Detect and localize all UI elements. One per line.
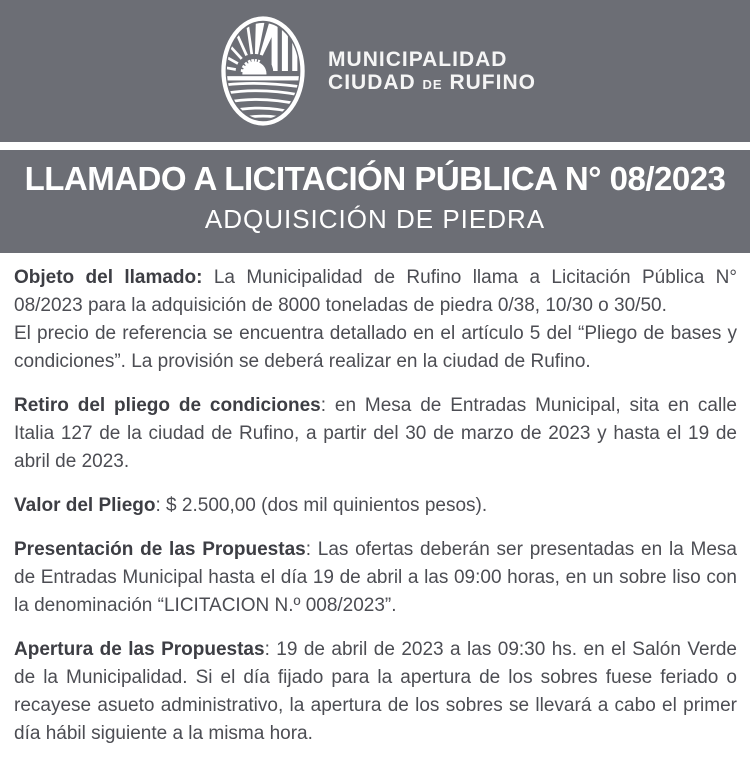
paragraph-text: : en Mesa de Entradas Municipal, sita en calle Italia 127 de la ciudad de Rufino, a partir del 30 de marzo de 2023 y hasta el 19 de abril de 2023. bbox=[14, 395, 737, 472]
paragraph-text: : $ 2.500,00 (dos mil quinientos pesos). bbox=[155, 495, 488, 516]
org-name bbox=[328, 48, 536, 94]
banner-subtitle: ADQUISICIÓN DE PIEDRA bbox=[204, 203, 546, 234]
white-divider-line bbox=[0, 142, 750, 150]
paragraph-presentacion-propuestas bbox=[14, 536, 737, 620]
paragraph-apertura-propuestas bbox=[14, 636, 737, 748]
paragraph-label: Objeto del llamado: bbox=[14, 267, 203, 288]
paragraph-text-line2: El precio de referencia se encuentra detallado en el artículo 5 del “Pliego de bases y condiciones”. La provisión se deberá realizar en la ciudad de Rufino. bbox=[14, 323, 737, 372]
paragraph-label: Valor del Pliego bbox=[14, 495, 156, 516]
paragraph-text: La Municipalidad de Rufino llama a Licitación Pública N° 08/2023 para la adquisición de 8000 toneladas de piedra 0/38, 10/30 o 30/50. bbox=[14, 267, 737, 316]
org-name-rufino-word: RUFINO bbox=[449, 71, 536, 94]
paragraph-label: Retiro del pliego de condiciones bbox=[14, 395, 321, 416]
org-name-line2 bbox=[328, 71, 536, 94]
municipality-logo-icon bbox=[214, 16, 312, 126]
paragraph-text: : 19 de abril de 2023 a las 09:30 hs. en el Salón Verde de la Municipalidad. Si el día fijado para la apertura de los sobres fuese feriado o recayese asueto administrativo, la apertura de los sobres se llevará a cabo el primer día hábil siguiente a la misma hora. bbox=[14, 639, 737, 744]
banner-title: LLAMADO A LICITACIÓN PÚBLICA N° 08/2023 bbox=[24, 160, 726, 197]
org-name-line1: MUNICIPALIDAD bbox=[328, 47, 508, 71]
header bbox=[0, 0, 750, 142]
paragraph-label: Presentación de las Propuestas bbox=[14, 539, 306, 560]
paragraph-objeto-del-llamado bbox=[14, 264, 737, 376]
paragraph-label: Apertura de las Propuestas bbox=[14, 639, 265, 660]
org-name-city-word: CIUDAD bbox=[328, 71, 416, 94]
paragraph-retiro-del-pliego bbox=[14, 392, 737, 476]
body-content bbox=[0, 253, 750, 759]
title-banner bbox=[0, 150, 750, 253]
org-name-de-word: DE bbox=[422, 77, 443, 92]
brand bbox=[214, 16, 536, 126]
paragraph-text: : Las ofertas deberán ser presentadas en la Mesa de Entradas Municipal hasta el día 19 de abril a las 09:00 horas, en un sobre liso con la denominación “LICITACION N.º 008/2023”. bbox=[14, 539, 737, 616]
paragraph-valor-del-pliego bbox=[14, 492, 737, 520]
